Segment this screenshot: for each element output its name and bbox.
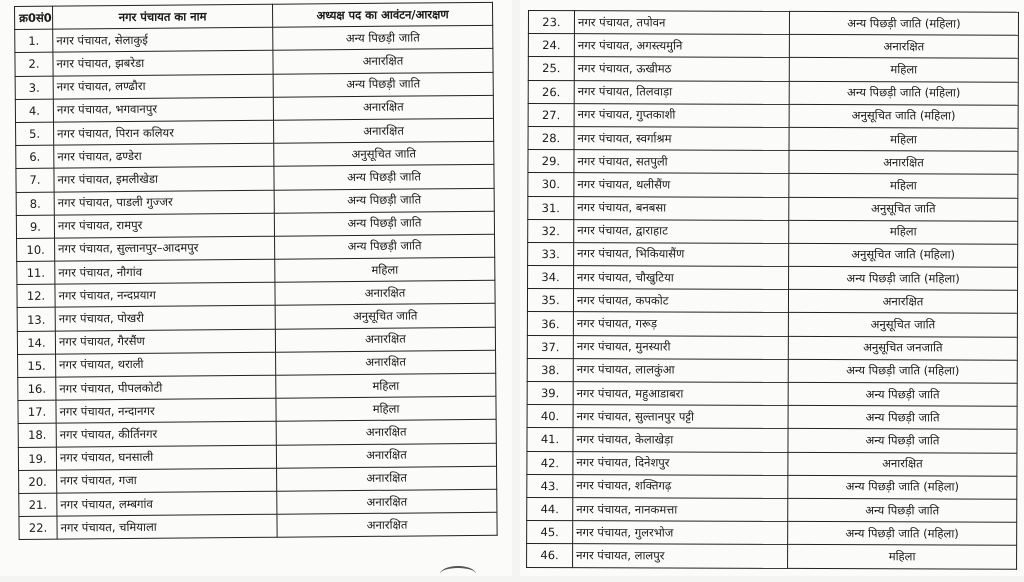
panchayat-name-cell: नगर पंचायत, पोखरी	[55, 306, 275, 331]
panchayat-name-cell: नगर पंचायत, अगस्त्यमुनि	[574, 34, 789, 58]
serial-no-cell: 1.	[15, 29, 53, 53]
panchayat-name-cell: नगर पंचायत, रामपुर	[54, 213, 274, 238]
left-page	[0, 0, 512, 576]
right-reservation-table	[526, 10, 1019, 569]
reservation-category-cell: अनारक्षित	[273, 49, 493, 74]
panchayat-name-cell: नगर पंचायत, लालपुर	[573, 544, 788, 568]
table-row	[528, 34, 1018, 59]
table-row	[527, 497, 1017, 522]
table-row	[528, 11, 1018, 36]
reservation-category-cell: अनारक्षित	[277, 466, 497, 491]
header-reservation: अध्यक्ष पद का आवंटन/आरक्षण	[272, 2, 492, 27]
table-row	[527, 289, 1017, 314]
table-row	[528, 57, 1018, 82]
reservation-category-cell: अन्य पिछड़ी जाति	[275, 234, 495, 259]
reservation-category-cell: अनारक्षित	[275, 281, 495, 306]
serial-no-cell: 36.	[527, 312, 573, 335]
reservation-category-cell: महिला	[275, 257, 495, 282]
panchayat-name-cell: नगर पंचायत, लम्बगांव	[57, 491, 277, 516]
panchayat-name-cell: नगर पंचायत, सुल्तानपुर पट्टी	[573, 405, 788, 429]
serial-no-cell: 18.	[18, 424, 56, 448]
serial-no-cell: 39.	[527, 381, 573, 404]
reservation-category-cell: अनारक्षित	[788, 452, 1017, 476]
serial-no-cell: 10.	[17, 238, 55, 262]
reservation-category-cell: अनारक्षित	[274, 118, 494, 143]
reservation-category-cell: अनुसूचित जाति (महिला)	[789, 243, 1018, 267]
reservation-category-cell: अन्य पिछड़ी जाति	[273, 26, 493, 51]
serial-no-cell: 31.	[528, 196, 574, 219]
table-row	[527, 451, 1017, 476]
panchayat-name-cell: नगर पंचायत, तिलवाड़ा	[574, 80, 789, 104]
serial-no-cell: 28.	[528, 126, 574, 149]
serial-no-cell: 22.	[19, 516, 57, 540]
reservation-category-cell: अन्य पिछड़ी जाति (महिला)	[789, 81, 1018, 105]
table-row	[19, 512, 497, 539]
reservation-category-cell: अन्य पिछड़ी जाति	[788, 382, 1017, 406]
panchayat-name-cell: नगर पंचायत, केलाखेड़ा	[573, 428, 788, 452]
table-row	[527, 544, 1017, 569]
signature-mark	[440, 566, 476, 582]
reservation-category-cell: अनारक्षित	[789, 35, 1018, 59]
panchayat-name-cell: नगर पंचायत, भिकियासैंण	[574, 243, 789, 267]
reservation-category-cell: अन्य पिछड़ी जाति (महिला)	[788, 475, 1017, 499]
reservation-category-cell: अन्य पिछड़ी जाति	[273, 72, 493, 97]
reservation-category-cell: अनुसूचित जाति	[789, 197, 1018, 221]
reservation-category-cell: महिला	[789, 220, 1018, 244]
panchayat-name-cell: नगर पंचायत, नानकमत्ता	[573, 498, 788, 522]
table-row	[527, 405, 1017, 430]
panchayat-name-cell: नगर पंचायत, गैरसैंण	[55, 329, 275, 354]
table-row	[527, 358, 1017, 383]
panchayat-name-cell: नगर पंचायत, पिरान कलियर	[54, 120, 274, 145]
reservation-category-cell: अन्य पिछड़ी जाति	[274, 165, 494, 190]
right-page	[520, 0, 1024, 576]
table-row	[528, 219, 1018, 244]
table-row	[527, 381, 1017, 406]
reservation-category-cell: अन्य पिछड़ी जाति (महिला)	[789, 266, 1018, 290]
table-row	[527, 474, 1017, 499]
reservation-category-cell: अन्य पिछड़ी जाति	[274, 188, 494, 213]
serial-no-cell: 35.	[527, 289, 573, 312]
panchayat-name-cell: नगर पंचायत, शक्तिगढ़	[573, 474, 788, 498]
reservation-category-cell: महिला	[788, 545, 1017, 569]
reservation-category-cell: अनुसूचित जाति	[788, 313, 1017, 337]
table-row	[528, 150, 1018, 175]
reservation-category-cell: अन्य पिछड़ी जाति (महिला)	[788, 359, 1017, 383]
panchayat-name-cell: नगर पंचायत, भगवानपुर	[53, 97, 273, 122]
panchayat-name-cell: नगर पंचायत, सेलाकुई	[53, 27, 273, 52]
serial-no-cell: 45.	[527, 521, 573, 544]
table-row	[528, 173, 1018, 198]
panchayat-name-cell: नगर पंचायत, बनबसा	[574, 196, 789, 220]
serial-no-cell: 25.	[528, 57, 574, 80]
panchayat-name-cell: नगर पंचायत, थलीसैंण	[574, 173, 789, 197]
serial-no-cell: 41.	[527, 428, 573, 451]
serial-no-cell: 29.	[528, 150, 574, 173]
table-row	[528, 80, 1018, 105]
reservation-category-cell: अनारक्षित	[275, 327, 495, 352]
panchayat-name-cell: नगर पंचायत, गुलरभोज	[573, 521, 788, 545]
serial-no-cell: 7.	[16, 168, 54, 192]
serial-no-cell: 23.	[528, 11, 574, 34]
serial-no-cell: 38.	[527, 358, 573, 381]
panchayat-name-cell: नगर पंचायत, चमियाला	[57, 514, 277, 539]
panchayat-name-cell: नगर पंचायत, चौखुटिया	[574, 266, 789, 290]
serial-no-cell: 15.	[18, 354, 56, 378]
serial-no-cell: 43.	[527, 474, 573, 497]
reservation-category-cell: अनारक्षित	[788, 290, 1017, 314]
reservation-category-cell: महिला	[789, 58, 1018, 82]
serial-no-cell: 3.	[15, 76, 53, 100]
reservation-category-cell: अन्य पिछड़ी जाति	[274, 211, 494, 236]
panchayat-name-cell: नगर पंचायत, गजा	[57, 468, 277, 493]
serial-no-cell: 44.	[527, 497, 573, 520]
panchayat-name-cell: नगर पंचायत, पीपलकोटी	[56, 375, 276, 400]
serial-no-cell: 14.	[17, 331, 55, 355]
reservation-category-cell: महिला	[789, 127, 1018, 151]
serial-no-cell: 19.	[18, 447, 56, 471]
serial-no-cell: 32.	[528, 219, 574, 242]
serial-no-cell: 17.	[18, 400, 56, 424]
table-row	[527, 428, 1017, 453]
serial-no-cell: 12.	[17, 284, 55, 308]
header-nagar-panchayat-name: नगर पंचायत का नाम	[53, 4, 273, 29]
left-reservation-table	[14, 2, 498, 540]
serial-no-cell: 24.	[528, 34, 574, 57]
serial-no-cell: 30.	[528, 173, 574, 196]
reservation-category-cell: अन्य पिछड़ी जाति	[788, 429, 1017, 453]
reservation-category-cell: अनारक्षित	[273, 95, 493, 120]
panchayat-name-cell: नगर पंचायत, दिनेशपुर	[573, 451, 788, 475]
serial-no-cell: 37.	[527, 335, 573, 358]
serial-no-cell: 42.	[527, 451, 573, 474]
serial-no-cell: 21.	[19, 493, 57, 517]
serial-no-cell: 11.	[17, 261, 55, 285]
reservation-category-cell: अनारक्षित	[277, 512, 497, 537]
reservation-category-cell: महिला	[276, 373, 496, 398]
reservation-category-cell: अन्य पिछड़ी जाति (महिला)	[788, 522, 1017, 546]
panchayat-name-cell: नगर पंचायत, कीर्तिनगर	[56, 422, 276, 447]
panchayat-name-cell: नगर पंचायत, मुनस्यारी	[573, 335, 788, 359]
panchayat-name-cell: नगर पंचायत, स्वर्गाश्रम	[574, 127, 789, 151]
serial-no-cell: 16.	[18, 377, 56, 401]
panchayat-name-cell: नगर पंचायत, नन्दप्रयाग	[55, 282, 275, 307]
header-serial-no: क्र0सं0	[15, 6, 53, 30]
serial-no-cell: 9.	[16, 215, 54, 239]
panchayat-name-cell: नगर पंचायत, लालकुंआ	[573, 358, 788, 382]
table-row	[528, 196, 1018, 221]
panchayat-name-cell: नगर पंचायत, घनसाली	[56, 445, 276, 470]
panchayat-name-cell: नगर पंचायत, गरूड़	[573, 312, 788, 336]
serial-no-cell: 13.	[17, 308, 55, 332]
panchayat-name-cell: नगर पंचायत, महुआडाबरा	[573, 382, 788, 406]
serial-no-cell: 40.	[527, 405, 573, 428]
table-row	[528, 103, 1018, 128]
serial-no-cell: 27.	[528, 103, 574, 126]
serial-no-cell: 5.	[16, 122, 54, 146]
panchayat-name-cell: नगर पंचायत, झबरेडा	[53, 51, 273, 76]
panchayat-name-cell: नगर पंचायत, गुप्तकाशी	[574, 103, 789, 127]
panchayat-name-cell: नगर पंचायत, थराली	[56, 352, 276, 377]
panchayat-name-cell: नगर पंचायत, पाडली गुज्जर	[54, 190, 274, 215]
table-row	[528, 266, 1018, 291]
panchayat-name-cell: नगर पंचायत, सतपुली	[574, 150, 789, 174]
table-row	[527, 335, 1017, 360]
panchayat-name-cell: नगर पंचायत, इमलीखेडा	[54, 167, 274, 192]
serial-no-cell: 26.	[528, 80, 574, 103]
reservation-category-cell: महिला	[276, 396, 496, 421]
reservation-category-cell: अन्य पिछड़ी जाति	[788, 498, 1017, 522]
table-row	[528, 242, 1018, 267]
serial-no-cell: 34.	[528, 266, 574, 289]
table-row	[527, 312, 1017, 337]
serial-no-cell: 20.	[19, 470, 57, 494]
reservation-category-cell: अनारक्षित	[277, 489, 497, 514]
panchayat-name-cell: नगर पंचायत, ढण्डेरा	[54, 143, 274, 168]
reservation-category-cell: अनारक्षित	[276, 443, 496, 468]
table-row	[527, 521, 1017, 546]
reservation-category-cell: अनुसूचित जाति	[275, 304, 495, 329]
panchayat-name-cell: नगर पंचायत, कपकोट	[573, 289, 788, 313]
panchayat-name-cell: नगर पंचायत, द्वाराहाट	[574, 219, 789, 243]
panchayat-name-cell: नगर पंचायत, नौगांव	[55, 259, 275, 284]
serial-no-cell: 8.	[16, 192, 54, 216]
reservation-category-cell: अन्य पिछड़ी जाति	[788, 406, 1017, 430]
panchayat-name-cell: नगर पंचायत, ऊखीमठ	[574, 57, 789, 81]
panchayat-name-cell: नगर पंचायत, सुल्तानपुर–आदमपुर	[55, 236, 275, 261]
reservation-category-cell: अनारक्षित	[276, 350, 496, 375]
reservation-category-cell: महिला	[789, 174, 1018, 198]
reservation-category-cell: अन्य पिछड़ी जाति (महिला)	[789, 11, 1018, 35]
reservation-category-cell: अनुसूचित जाति (महिला)	[789, 104, 1018, 128]
serial-no-cell: 46.	[527, 544, 573, 567]
serial-no-cell: 6.	[16, 145, 54, 169]
reservation-category-cell: अनुसूचित जाति	[274, 141, 494, 166]
serial-no-cell: 33.	[528, 242, 574, 265]
serial-no-cell: 4.	[15, 99, 53, 123]
reservation-category-cell: अनुसूचित जनजाति	[788, 336, 1017, 360]
reservation-category-cell: अनारक्षित	[276, 420, 496, 445]
panchayat-name-cell: नगर पंचायत, तपोवन	[574, 11, 789, 35]
table-row	[528, 126, 1018, 151]
panchayat-name-cell: नगर पंचायत, लण्ढौरा	[53, 74, 273, 99]
serial-no-cell: 2.	[15, 53, 53, 77]
panchayat-name-cell: नगर पंचायत, नन्दानगर	[56, 398, 276, 423]
reservation-category-cell: अनारक्षित	[789, 151, 1018, 175]
